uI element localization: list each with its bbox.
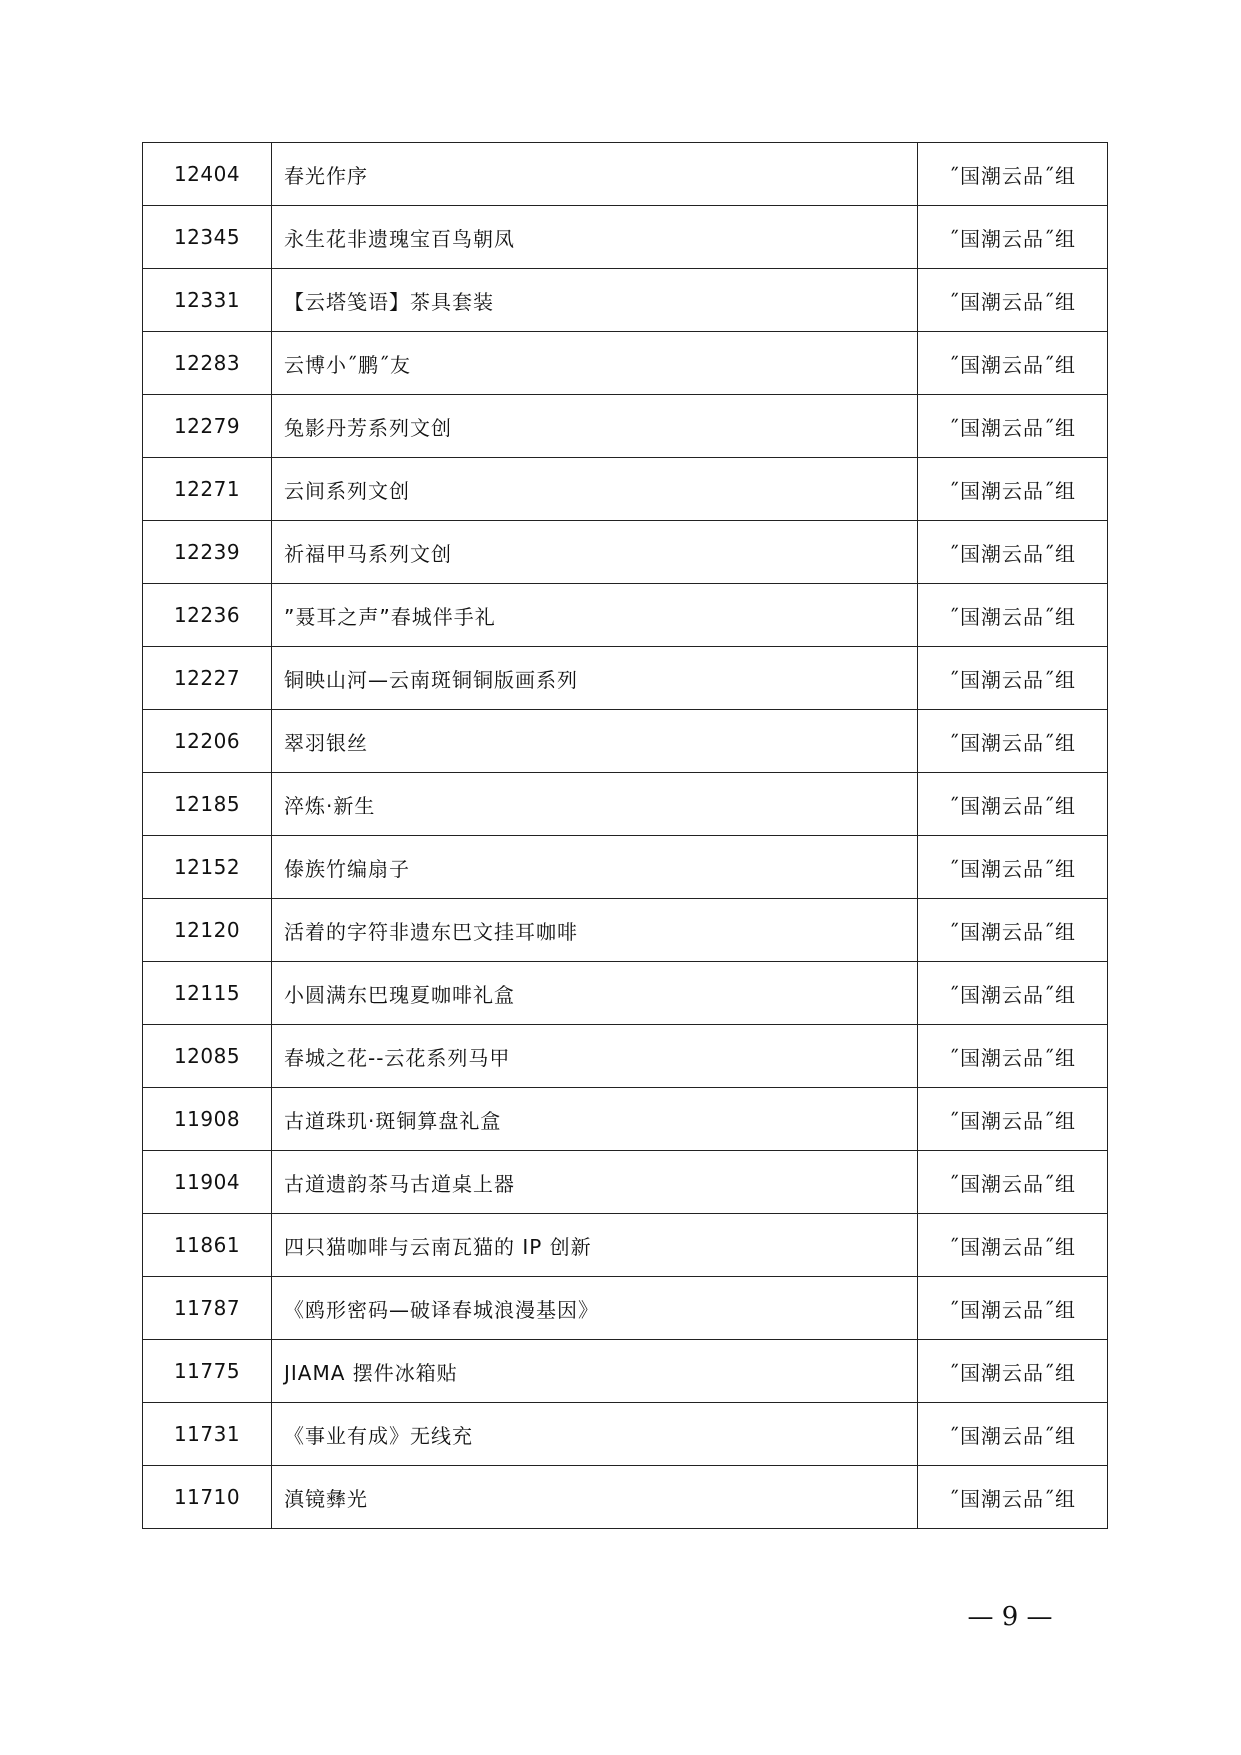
entry-group: ˝国潮云品˝组	[918, 1466, 1108, 1529]
entry-group: ˝国潮云品˝组	[918, 1151, 1108, 1214]
entry-group: ˝国潮云品˝组	[918, 899, 1108, 962]
entry-group: ˝国潮云品˝组	[918, 836, 1108, 899]
entry-name: 滇镜彝光	[272, 1466, 918, 1529]
entry-id: 12115	[143, 962, 272, 1025]
entry-name: 云博小˝鹏˝友	[272, 332, 918, 395]
entry-group: ˝国潮云品˝组	[918, 395, 1108, 458]
table-row	[143, 143, 1108, 206]
entries-table-body	[143, 143, 1108, 1529]
entry-name: 翠羽银丝	[272, 710, 918, 773]
table-row	[143, 710, 1108, 773]
entry-name: ”聂耳之声”春城伴手礼	[272, 584, 918, 647]
entry-name: 永生花非遗瑰宝百鸟朝凤	[272, 206, 918, 269]
entry-name: JIAMA 摆件冰箱贴	[272, 1340, 918, 1403]
entry-id: 11775	[143, 1340, 272, 1403]
table-row	[143, 395, 1108, 458]
entry-group: ˝国潮云品˝组	[918, 269, 1108, 332]
entry-id: 12404	[143, 143, 272, 206]
entry-id: 12120	[143, 899, 272, 962]
entry-id: 12227	[143, 647, 272, 710]
entry-name: 淬炼·新生	[272, 773, 918, 836]
entry-name: 活着的字符非遗东巴文挂耳咖啡	[272, 899, 918, 962]
entry-id: 12271	[143, 458, 272, 521]
entry-id: 12283	[143, 332, 272, 395]
entry-group: ˝国潮云品˝组	[918, 962, 1108, 1025]
table-row	[143, 1277, 1108, 1340]
entry-name: 铜映山河—云南斑铜铜版画系列	[272, 647, 918, 710]
table-row	[143, 1340, 1108, 1403]
entry-group: ˝国潮云品˝组	[918, 773, 1108, 836]
entry-name: 祈福甲马系列文创	[272, 521, 918, 584]
table-row	[143, 584, 1108, 647]
entry-id: 12236	[143, 584, 272, 647]
entry-id: 12206	[143, 710, 272, 773]
table-row	[143, 773, 1108, 836]
entry-group: ˝国潮云品˝组	[918, 1214, 1108, 1277]
entry-group: ˝国潮云品˝组	[918, 521, 1108, 584]
entry-group: ˝国潮云品˝组	[918, 1088, 1108, 1151]
entry-id: 12345	[143, 206, 272, 269]
entry-name: 傣族竹编扇子	[272, 836, 918, 899]
table-row	[143, 962, 1108, 1025]
entry-name: 云间系列文创	[272, 458, 918, 521]
entry-name: 《事业有成》无线充	[272, 1403, 918, 1466]
entry-group: ˝国潮云品˝组	[918, 1403, 1108, 1466]
entry-id: 12152	[143, 836, 272, 899]
entry-name: 【云塔笺语】茶具套装	[272, 269, 918, 332]
table-row	[143, 647, 1108, 710]
table-row	[143, 206, 1108, 269]
entry-id: 11908	[143, 1088, 272, 1151]
table-row	[143, 1466, 1108, 1529]
table-row	[143, 1403, 1108, 1466]
entry-name: 古道珠玑·斑铜算盘礼盒	[272, 1088, 918, 1151]
entry-name: 春光作序	[272, 143, 918, 206]
table-row	[143, 1214, 1108, 1277]
entry-group: ˝国潮云品˝组	[918, 647, 1108, 710]
table-row	[143, 458, 1108, 521]
table-row	[143, 1151, 1108, 1214]
entry-id: 11904	[143, 1151, 272, 1214]
table-row	[143, 269, 1108, 332]
entry-id: 12085	[143, 1025, 272, 1088]
entry-group: ˝国潮云品˝组	[918, 1277, 1108, 1340]
entry-id: 12239	[143, 521, 272, 584]
entries-table	[142, 142, 1108, 1529]
entry-group: ˝国潮云品˝组	[918, 710, 1108, 773]
entry-group: ˝国潮云品˝组	[918, 206, 1108, 269]
entry-id: 11861	[143, 1214, 272, 1277]
table-row	[143, 836, 1108, 899]
entry-id: 12331	[143, 269, 272, 332]
table-row	[143, 332, 1108, 395]
entry-name: 春城之花--云花系列马甲	[272, 1025, 918, 1088]
entry-group: ˝国潮云品˝组	[918, 458, 1108, 521]
entry-name: 小圆满东巴瑰夏咖啡礼盒	[272, 962, 918, 1025]
table-row	[143, 1025, 1108, 1088]
entry-group: ˝国潮云品˝组	[918, 584, 1108, 647]
entry-id: 11731	[143, 1403, 272, 1466]
entry-name: 四只猫咖啡与云南瓦猫的 IP 创新	[272, 1214, 918, 1277]
entry-group: ˝国潮云品˝组	[918, 143, 1108, 206]
entry-id: 12279	[143, 395, 272, 458]
table-row	[143, 1088, 1108, 1151]
entry-name: 《鸥形密码—破译春城浪漫基因》	[272, 1277, 918, 1340]
entry-group: ˝国潮云品˝组	[918, 1025, 1108, 1088]
entry-id: 11710	[143, 1466, 272, 1529]
entry-group: ˝国潮云品˝组	[918, 332, 1108, 395]
entry-name: 古道遗韵茶马古道桌上器	[272, 1151, 918, 1214]
page-number: — 9 —	[967, 1602, 1053, 1632]
entry-group: ˝国潮云品˝组	[918, 1340, 1108, 1403]
entry-id: 12185	[143, 773, 272, 836]
table-row	[143, 899, 1108, 962]
table-row	[143, 521, 1108, 584]
entry-id: 11787	[143, 1277, 272, 1340]
entry-name: 兔影丹芳系列文创	[272, 395, 918, 458]
